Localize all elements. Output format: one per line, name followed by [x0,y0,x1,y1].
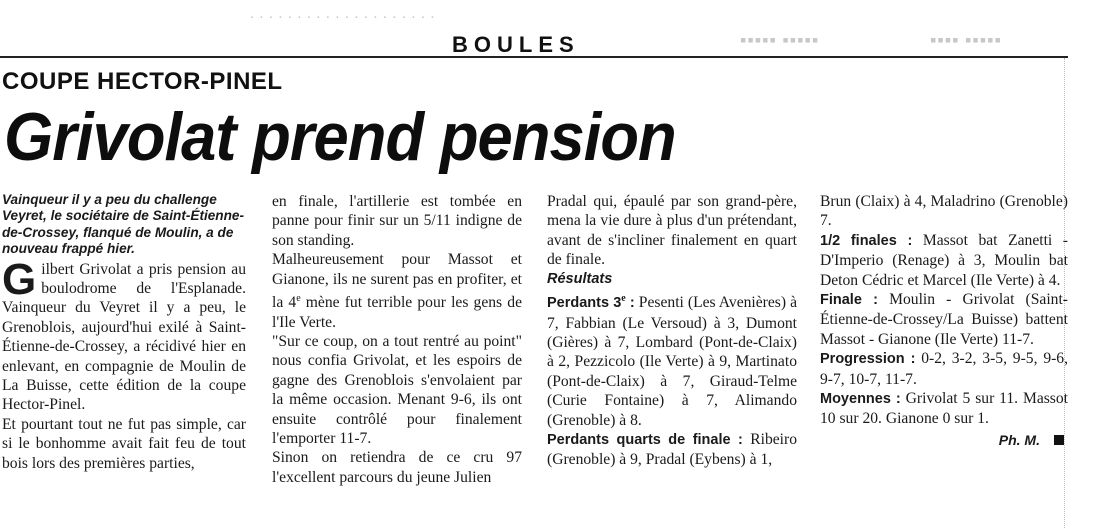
paragraph: Malheureusement pour Massot et Gianone, ils ne surent pas en profiter, et la 4e mène fut terrible pour les gens de l'Ile Verte. [272,251,522,331]
author-signature: Ph. M. [820,431,1068,450]
results-entry: 1/2 finales : Massot bat Zanetti - D'Imperio (Renage) à 3, Moulin bat Deton Cédric et Marcel (Ile Verte) à 4. [820,231,1068,289]
end-mark-icon [1054,435,1064,445]
article-column-3 [547,192,797,470]
paragraph: Gilbert Grivolat a pris pension au boulodrome de l'Esplanade. Vainqueur du Veyret il y a peu, le Grenoblois, aujourd'hui exilé à Saint-Étienne-de-Crossey, a récidivé hier en enlevant, en compagnie de Moulin de La Buisse, cette édition de la coupe Hector-Pinel. [2,254,246,414]
article-column-2 [272,192,522,487]
bleed-through-text: ▪▪▪▪▪ ▪▪▪▪▪ [740,30,820,50]
drop-cap: G [2,254,37,304]
results-entry: Moyennes : Grivolat 5 sur 11. Massot 10 sur 20. Gianone 0 sur 1. [820,390,1069,428]
paragraph: "Sur ce coup, on a tout rentré au point" nous confia Grivolat, et les espoirs de gagne des Grenoblois s'envolaient par la même occasion. Menant 9-6, ils ont ensuite contrôlé pour finalement l'emporter 11-7. [272,333,522,448]
lead-paragraph: Vainqueur il y a peu du challenge Veyret, le sociétaire de Saint-Étienne-de-Crossey, flanqué de Moulin, a de nouveau frappé hier. [2,192,245,257]
paragraph: Et pourtant tout ne fut pas simple, car si le bonhomme avait fait feu de tout bois lors des premières parties, [2,415,246,472]
paragraph: en finale, l'artillerie est tombée en panne pour finir sur un 5/11 indigne de son standing. [272,193,522,249]
article-column-4 [820,192,1068,450]
paragraph: Brun (Claix) à 4, Maladrino (Grenoble) 7. [820,193,1068,230]
kicker: COUPE HECTOR-PINEL [2,68,283,95]
results-entry: Finale : Moulin - Grivolat (Saint-Étienne-de-Crossey/La Buisse) battent Massot - Gianone (Ile Verte) 11-7. [820,291,1068,348]
headline: Grivolat prend pension [4,99,676,175]
section-title: BOULES [452,32,580,57]
results-heading: Résultats [547,270,613,287]
results-entry: Perdants quarts de finale : Ribeiro (Grenoble) à 9, Pradal (Eybens) à 1, [547,431,797,469]
results-entry: Perdants 3e : Pesenti (Les Avenières) à 7, Fabbian (Le Versoud) à 3, Dumont (Gières) à 7, Lombard (Pont-de-Claix) à 2, Pezzicolo (Ile Verte) à 9, Martinato (Pont-de-Claix) à 7, Giraud-Telme (Curie Fontaine) à 7, Alimando (Grenoble) à 8. [547,293,798,429]
paragraph: Sinon on retiendra de ce cru 97 l'excellent parcours du jeune Julien [272,449,522,486]
article-column-1 [2,192,246,473]
bleed-through-text: ▪▪▪▪ ▪▪▪▪▪ [930,30,1002,50]
results-entry: Progression : 0-2, 3-2, 3-5, 9-5, 9-6, 9-7, 10-7, 11-7. [820,350,1068,388]
bleed-through-text: . . . . . . . . . . . . . . . . . . . . [250,6,436,22]
paragraph: Pradal qui, épaulé par son grand-père, mena la vie dure à plus d'un prétendant, avant de s'incliner finalement en quart de finale. [547,193,797,269]
